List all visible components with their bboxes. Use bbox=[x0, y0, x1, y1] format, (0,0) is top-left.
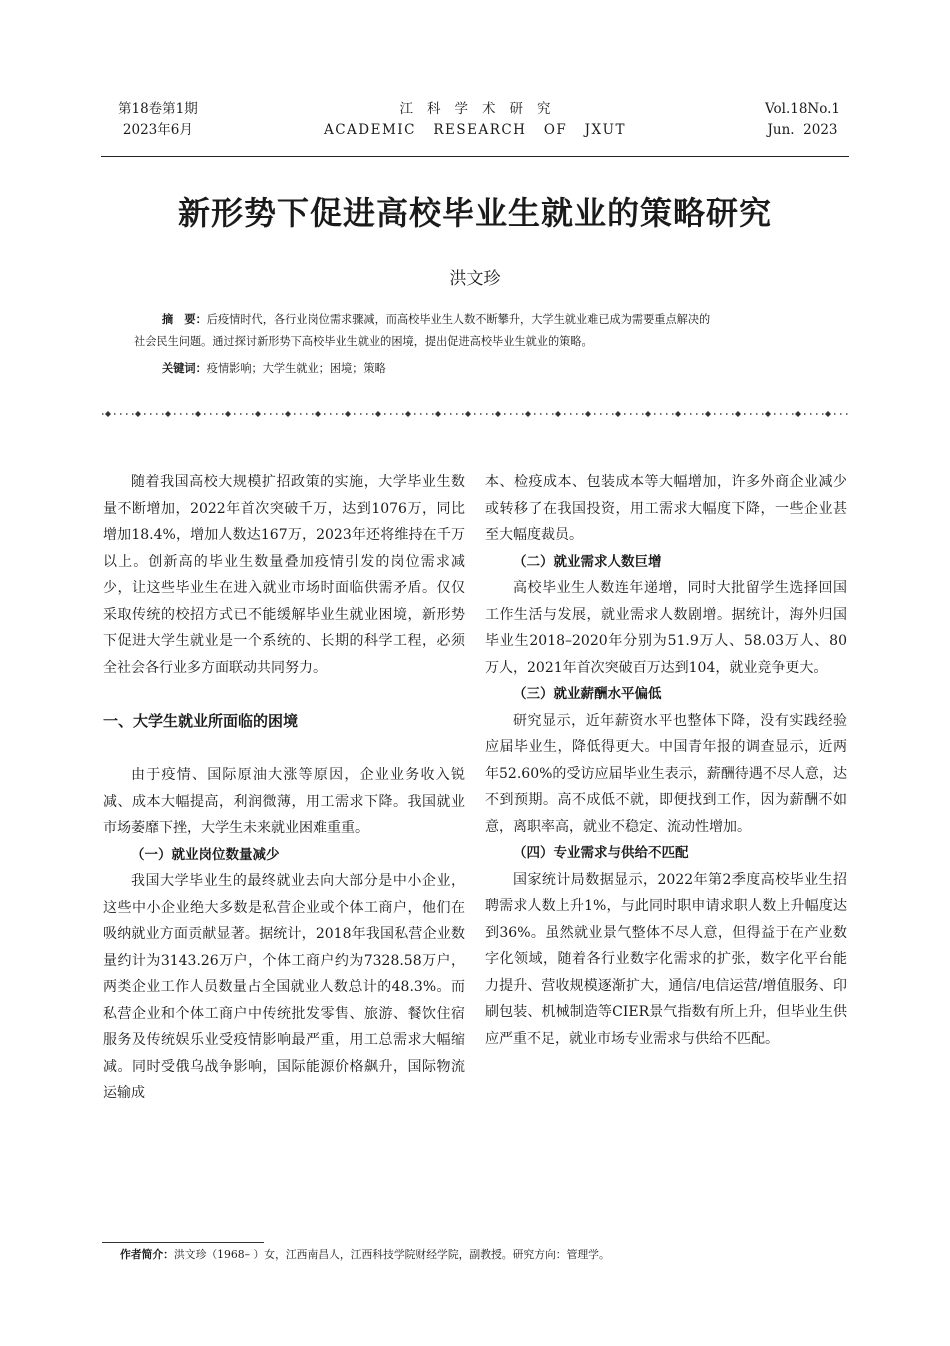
divider-diamond bbox=[105, 411, 111, 417]
subsection1-heading: （一）就业岗位数量减少 bbox=[131, 846, 280, 863]
divider-diamond bbox=[435, 411, 441, 417]
header-volume: 第18卷第1期 bbox=[118, 101, 198, 117]
divider-diamond bbox=[345, 411, 351, 417]
divider-diamond bbox=[285, 411, 291, 417]
body-column-right bbox=[485, 469, 847, 1052]
keywords bbox=[162, 359, 386, 379]
divider-diamond bbox=[315, 411, 321, 417]
abstract-label: 摘 要： bbox=[162, 313, 207, 326]
divider-diamond bbox=[675, 411, 681, 417]
subsection1-paragraph: 我国大学毕业生的最终就业去向大部分是中小企业，这些中小企业绝大多数是私营企业或个体工商户，他们在吸纳就业方面贡献显著。据统计，2018年我国私营企业数量约计为3143.26万户，个体工商户约为7328.58万户，两类企业工作人员数量占全国就业人数总计的48.3%。而私营企业和个体工商户中传统批发零售、旅游、餐饮住宿服务及传统娱乐业受疫情影响最严重，用工总需求大幅缩减。同时受俄乌战争影响，国际能源价格飙升，国际物流运输成 bbox=[103, 873, 465, 1101]
subsection4-heading: （四）专业需求与供给不匹配 bbox=[513, 845, 689, 861]
divider-diamond bbox=[405, 411, 411, 417]
divider-diamond bbox=[525, 411, 531, 417]
header-volume-en: Vol.18No.1 bbox=[764, 101, 840, 117]
footnote-divider bbox=[102, 1242, 264, 1243]
footnote-text: 洪文珍（1968– ）女，江西南昌人，江西科技学院财经学院，副教授。研究方向：管理学。 bbox=[173, 1248, 610, 1261]
divider-diamond bbox=[825, 411, 831, 417]
paper-author: 洪文珍 bbox=[449, 269, 501, 289]
section1-heading: 一、大学生就业所面临的困境 bbox=[103, 712, 299, 730]
divider-diamond bbox=[255, 411, 261, 417]
divider-diamond bbox=[165, 411, 171, 417]
journal-name-cn: 江科学术研究 bbox=[399, 101, 565, 117]
divider-diamond bbox=[195, 411, 201, 417]
divider-diamond bbox=[465, 411, 471, 417]
paper-title: 新形势下促进高校毕业生就业的策略研究 bbox=[177, 194, 772, 232]
divider-diamond bbox=[615, 411, 621, 417]
dotted-divider bbox=[102, 410, 850, 418]
intro-paragraph: 随着我国高校大规模扩招政策的实施，大学毕业生数量不断增加，2022年首次突破千万，达到1076万，同比增加18.4%，增加人数达167万，2023年还将维持在千万以上。创新高的毕业生数量叠加疫情引发的岗位需求减少，让这些毕业生在进入就业市场时面临供需矛盾。仅仅采取传统的校招方式已不能缓解毕业生就业困境，新形势下促进大学生就业是一个系统的、长期的科学工程，必须全社会各行业多方面联动共同努力。 bbox=[103, 474, 465, 676]
subsection2-heading: （二）就业需求人数巨增 bbox=[513, 553, 662, 570]
divider-diamond bbox=[375, 411, 381, 417]
divider-diamond bbox=[735, 411, 741, 417]
divider-diamond bbox=[765, 411, 771, 417]
divider-diamond bbox=[555, 411, 561, 417]
subsection4-paragraph: 国家统计局数据显示，2022年第2季度高校毕业生招聘需求人数上升1%，与此同时职申请求职人数上升幅度达到36%。虽然就业景气整体不尽人意，但得益于在产业数字化领域，随着各行业数字化需求的扩张，数字化平台能力提升、营收规模逐渐扩大，通信/电信运营/增值服务、印刷包装、机械制造等CIER景气指数有所上升，但毕业生供应严重不足，就业市场专业需求与供给不匹配。 bbox=[485, 871, 847, 1047]
header-date-cn: 2023年6月 bbox=[122, 122, 193, 138]
divider-diamond bbox=[585, 411, 591, 417]
abstract-text-line2: 社会民生问题。通过探讨新形势下高校毕业生就业的困境，提出促进高校毕业生就业的策略。 bbox=[134, 335, 593, 348]
abstract bbox=[134, 309, 824, 353]
body-column-left bbox=[103, 469, 465, 1107]
footnote-label: 作者简介： bbox=[120, 1248, 174, 1261]
journal-name-en: ACADEMIC RESEARCH OF JXUT bbox=[323, 122, 627, 138]
abstract-text-line1: 后疫情时代，各行业岗位需求骤减，而高校毕业生人数不断攀升，大学生就业难已成为需要重点解决的 bbox=[206, 313, 711, 326]
keywords-label: 关键词： bbox=[162, 362, 207, 375]
divider-diamond bbox=[645, 411, 651, 417]
divider-diamond bbox=[705, 411, 711, 417]
divider-diamond bbox=[795, 411, 801, 417]
divider-diamond bbox=[495, 411, 501, 417]
section1-intro-paragraph: 由于疫情、国际原油大涨等原因，企业业务收入锐减、成本大幅提高，利润微薄，用工需求下降。我国就业市场萎靡下挫，大学生未来就业困难重重。 bbox=[103, 767, 465, 836]
subsection3-heading: （三）就业薪酬水平偏低 bbox=[513, 686, 662, 702]
header-issue-en bbox=[765, 99, 840, 141]
subsection2-paragraph: 高校毕业生人数连年递增，同时大批留学生选择回国工作生活与发展，就业需求人数剧增。据统计，海外归国毕业生2018–2020年分别为51.9万人、58.03万人、80万人，2021年首次突破百万达到104，就业竞争更大。 bbox=[485, 580, 847, 676]
subsection3-paragraph: 研究显示，近年薪资水平也整体下降，没有实践经验应届毕业生，降低得更大。中国青年报的调查显示，近两年52.60%的受访应届毕业生表示，薪酬待遇不尽人意，达不到预期。高不成低不就，即便找到工作，因为薪酬不如意，离职率高，就业不稳定、流动性增加。 bbox=[485, 712, 847, 835]
subsection1-paragraph-continued: 本、检疫成本、包装成本等大幅增加，许多外商企业减少或转移了在我国投资，用工需求大幅度下降，一些企业甚至大幅度裁员。 bbox=[485, 474, 847, 543]
header-date-en: Jun. 2023 bbox=[767, 122, 838, 138]
divider-diamond bbox=[135, 411, 141, 417]
header-divider bbox=[101, 156, 849, 157]
keywords-text: 疫情影响；大学生就业；困境；策略 bbox=[206, 362, 386, 375]
divider-diamond bbox=[225, 411, 231, 417]
author-footnote bbox=[120, 1246, 610, 1264]
